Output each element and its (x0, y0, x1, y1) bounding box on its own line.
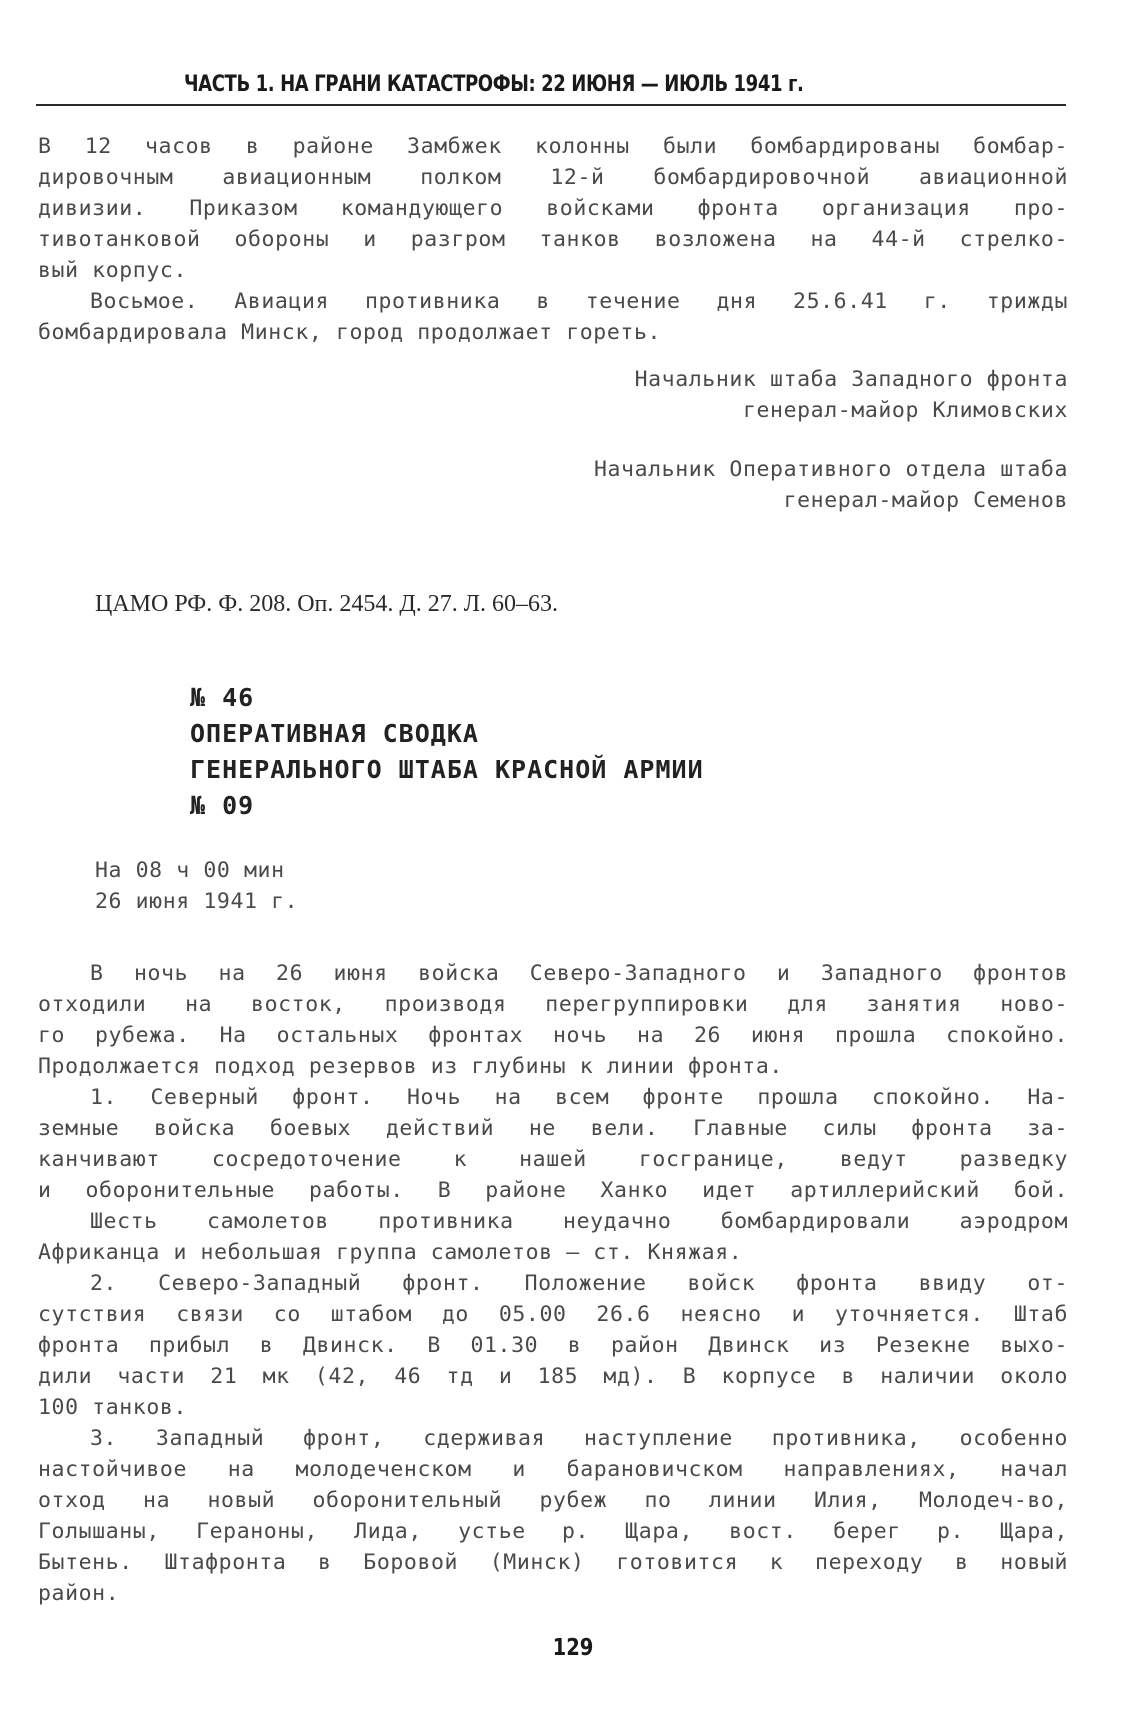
text-line: Продолжается подход резервов из глубины к линии фронта. (38, 1054, 783, 1079)
text-line: го рубежа. На остальных фронтах ночь на 26 июня прошла спокойно. (38, 1023, 1068, 1048)
section-western-front (38, 1423, 1068, 1609)
text-line: вый корпус. (38, 258, 187, 283)
text-line: Бытень. Штафронта в Боровой (Минск) готовится к переходу в новый (38, 1550, 1068, 1575)
header-rule (36, 104, 1066, 106)
text-line: фронта прибыл в Двинск. В 01.30 в район Двинск из Резекне выхо- (38, 1333, 1068, 1358)
signature-chief-of-staff (38, 364, 1068, 426)
document-subtitle: ГЕНЕРАЛЬНОГО ШТАБА КРАСНОЙ АРМИИ (190, 755, 704, 784)
archive-reference: ЦАМО РФ. Ф. 208. Оп. 2454. Д. 27. Л. 60–63. (95, 591, 559, 617)
text-line: дили части 21 мк (42, 46 тд и 185 мд). В корпусе в наличии около (38, 1364, 1068, 1389)
text-line: 3. Западный фронт, сдерживая наступление противника, особенно (90, 1426, 1068, 1451)
signature-title: Начальник штаба Западного фронта (634, 367, 1068, 392)
text-line: настойчивое на молодеченском и барановичском направлениях, начал (38, 1457, 1068, 1482)
running-head: ЧАСТЬ 1. НА ГРАНИ КАТАСТРОФЫ: 22 ИЮНЯ — ИЮЛЬ 1941 г. (184, 72, 804, 97)
text-line: отходили на восток, производя перегруппировки для занятия ново- (38, 992, 1068, 1017)
text-line: 1. Северный фронт. Ночь на всем фронте прошла спокойно. На- (90, 1085, 1068, 1110)
text-line: дивизии. Приказом командующего войсками фронта организация про- (38, 196, 1068, 221)
page-number: 129 (552, 1635, 594, 1661)
text-line: 100 танков. (38, 1395, 187, 1420)
signature-name: генерал-майор Климовских (742, 398, 1068, 423)
text-line: В ночь на 26 июня войска Северо-Западного и Западного фронтов (90, 961, 1068, 986)
document-heading (190, 680, 704, 824)
time-line: На 08 ч 00 мин (95, 858, 285, 883)
text-line: район. (38, 1581, 120, 1606)
text-line: В 12 часов в районе Замбжек колонны были бомбардированы бомбар- (38, 134, 1068, 159)
text-line: Африканца и небольшая группа самолетов – ст. Княжая. (38, 1240, 743, 1265)
section-northern-front (38, 1082, 1068, 1206)
signature-operations-chief (38, 454, 1068, 516)
text-line: отход на новый оборонительный рубеж по линии Илия, Молодеч-во, (38, 1488, 1068, 1513)
time-stamp (95, 855, 298, 917)
text-line: дировочным авиационным полком 12-й бомбардировочной авиационной (38, 165, 1068, 190)
continuation-paragraph (38, 131, 1068, 286)
paragraph-eighth (38, 286, 1068, 348)
text-line: бомбардировала Минск, город продолжает гореть. (38, 320, 662, 345)
report-number: № 09 (190, 791, 255, 820)
signature-name: генерал-майор Семенов (783, 488, 1068, 513)
text-line: 2. Северо-Западный фронт. Положение войск фронта ввиду от- (90, 1271, 1068, 1296)
date-line: 26 июня 1941 г. (95, 889, 299, 914)
document-number: № 46 (190, 683, 255, 712)
text-line: Голышаны, Гераноны, Лида, устье р. Щара, вост. берег р. Щара, (38, 1519, 1068, 1544)
report-intro (38, 958, 1068, 1082)
text-line: и оборонительные работы. В районе Ханко идет артиллерийский бой. (38, 1178, 1068, 1203)
text-line: Шесть самолетов противника неудачно бомбардировали аэродром (90, 1209, 1068, 1234)
text-line: сутствия связи со штабом до 05.00 26.6 неясно и уточняется. Штаб (38, 1302, 1068, 1327)
section-northwestern-front (38, 1268, 1068, 1423)
document-title: ОПЕРАТИВНАЯ СВОДКА (190, 719, 479, 748)
text-line: Восьмое. Авиация противника в течение дня 25.6.41 г. трижды (90, 289, 1068, 314)
text-line: тивотанковой обороны и разгром танков возложена на 44-й стрелко- (38, 227, 1068, 252)
signature-title: Начальник Оперативного отдела штаба (593, 457, 1068, 482)
section-northern-front-air (38, 1206, 1068, 1268)
text-line: земные войска боевых действий не вели. Главные силы фронта за- (38, 1116, 1068, 1141)
text-line: канчивают сосредоточение к нашей госгранице, ведут разведку (38, 1147, 1068, 1172)
